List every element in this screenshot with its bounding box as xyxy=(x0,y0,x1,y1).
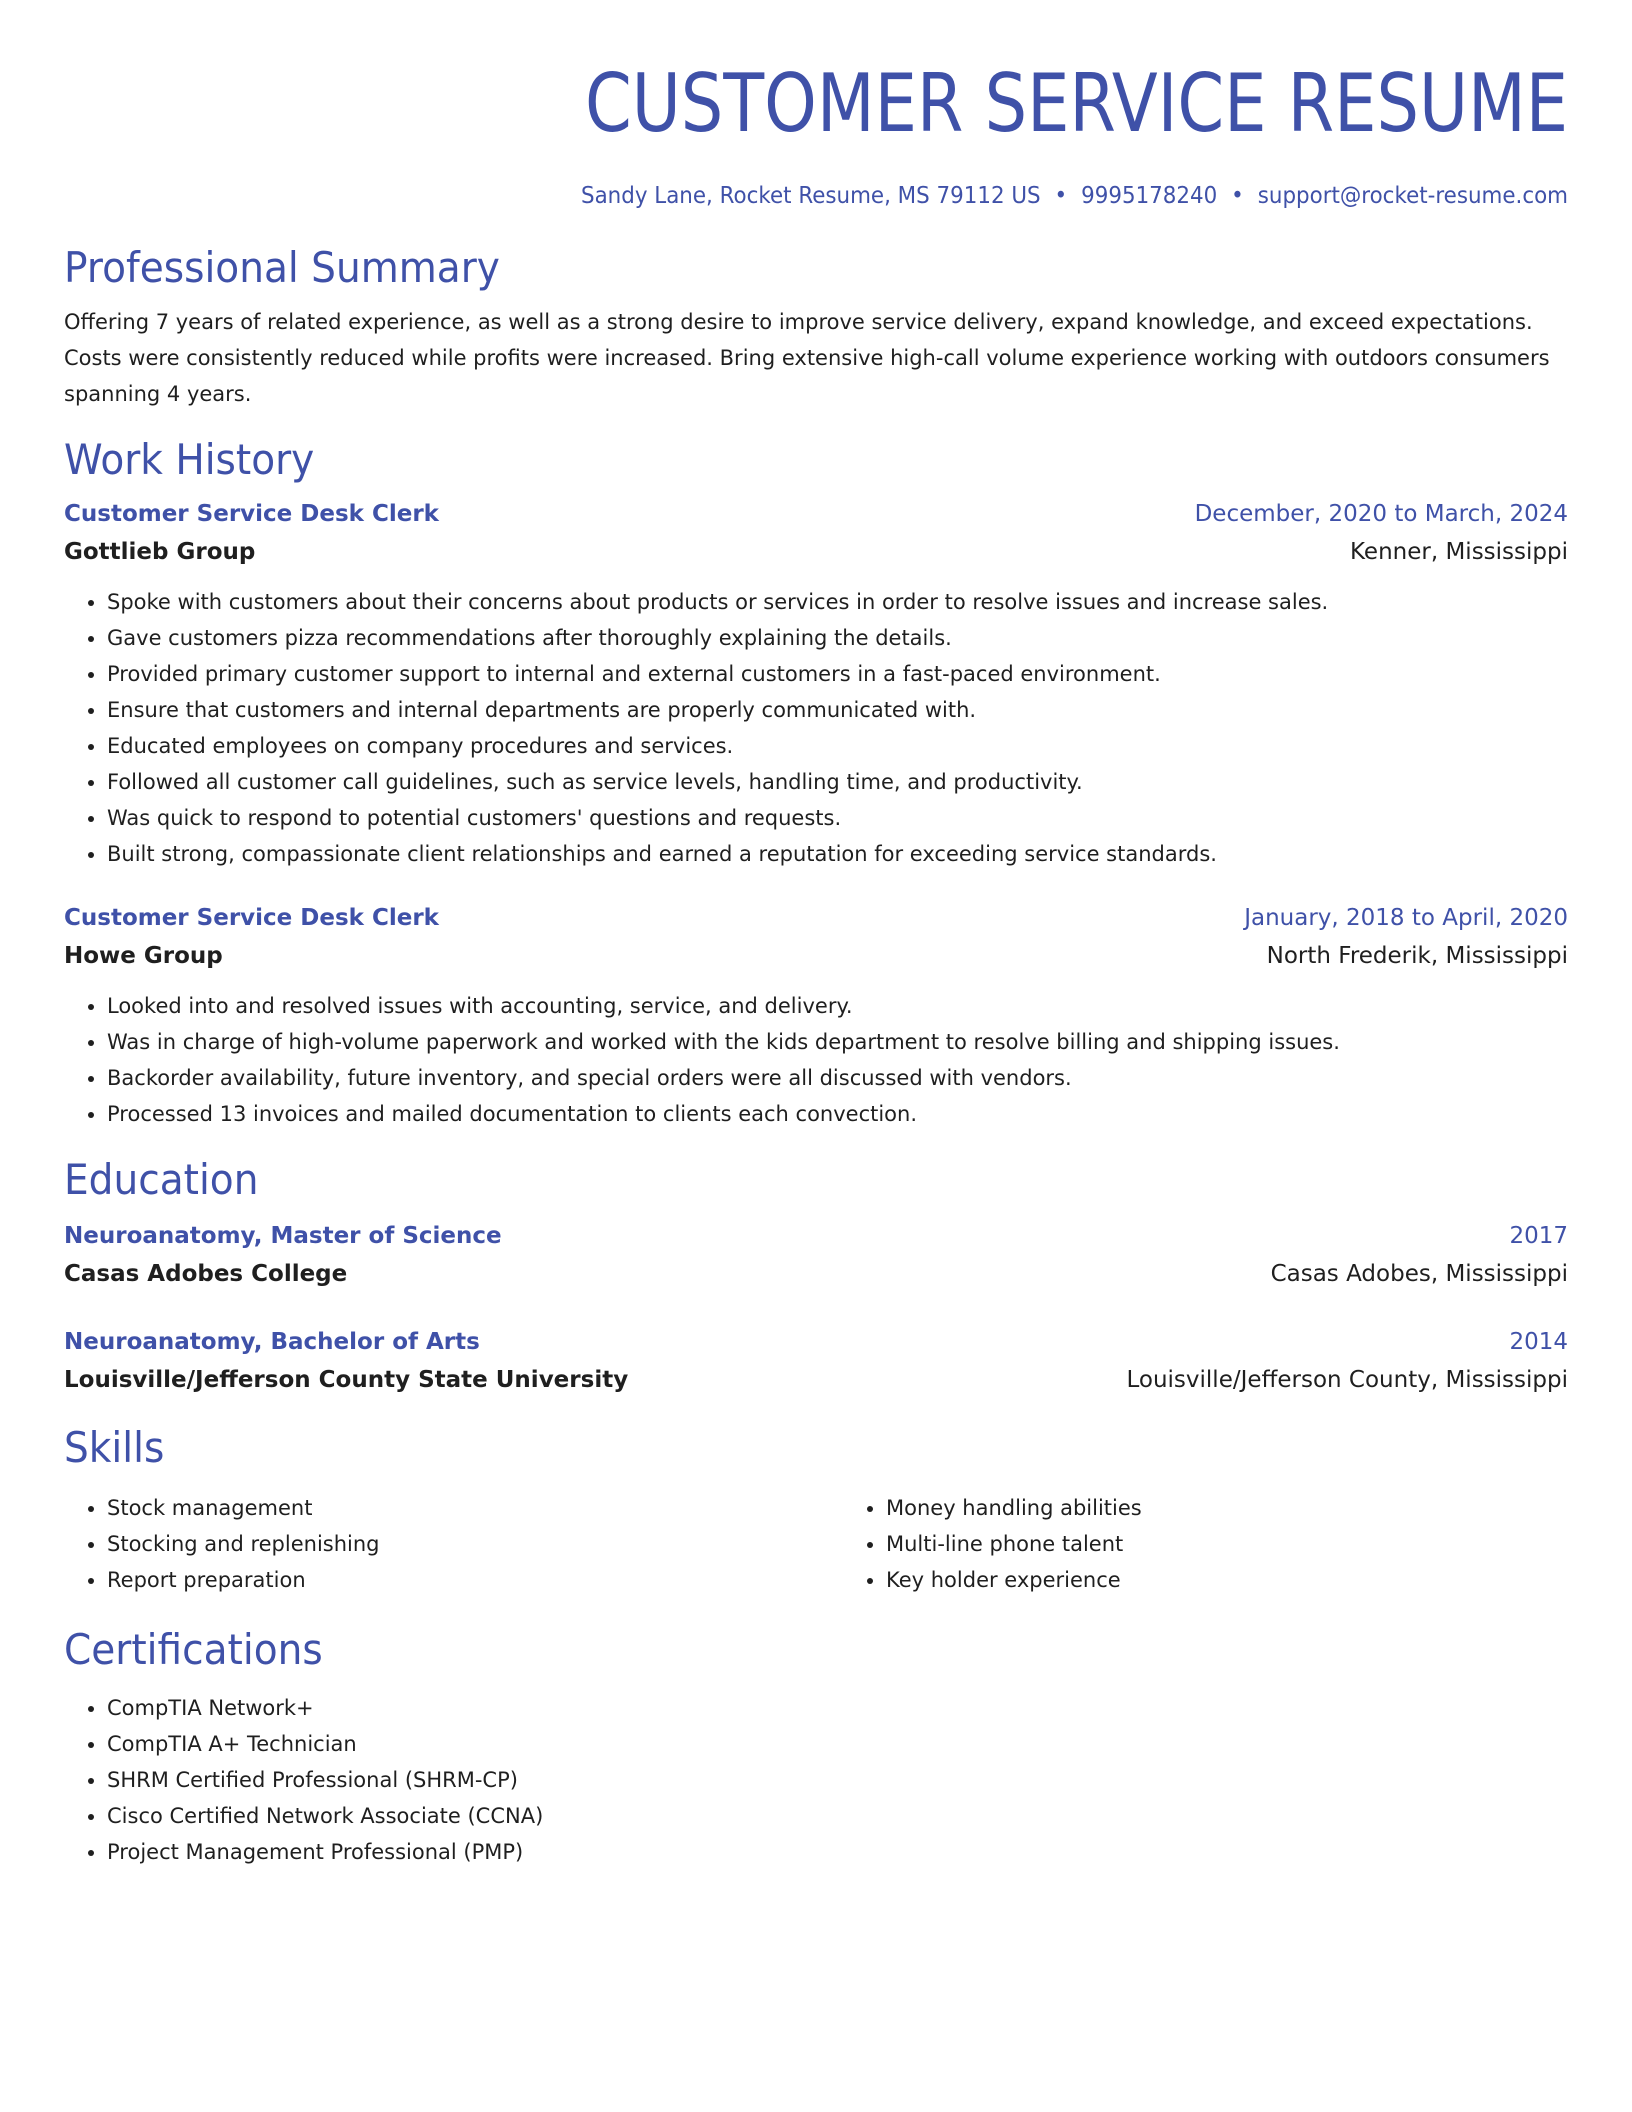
skills-heading: Skills xyxy=(64,1423,165,1472)
education-location: Louisville/Jefferson County, Mississippi xyxy=(1126,1367,1568,1393)
job-title: Customer Service Desk Clerk xyxy=(64,501,439,527)
list-item: • Spoke with customers about their concerns about products or services in order to resolve issues and increase sales. xyxy=(107,584,1568,620)
education-location: Casas Adobes, Mississippi xyxy=(1270,1261,1568,1287)
education-degree: Neuroanatomy, Bachelor of Arts xyxy=(64,1329,480,1355)
list-item: • Provided primary customer support to internal and external customers in a fast-paced environment. xyxy=(107,656,1568,692)
job-entry xyxy=(64,900,1568,1132)
education-year: 2014 xyxy=(1509,1329,1568,1355)
certifications-heading: Certifications xyxy=(64,1625,323,1674)
skills-list-right xyxy=(843,1490,1622,1598)
contact-separator: • xyxy=(1231,183,1244,209)
education-heading: Education xyxy=(64,1155,259,1204)
list-item: • Was quick to respond to potential customers' questions and requests. xyxy=(107,800,1568,836)
list-item: • Built strong, compassionate client relationships and earned a reputation for exceeding service standards. xyxy=(107,836,1568,872)
list-item: • Processed 13 invoices and mailed documentation to clients each convection. xyxy=(107,1096,1568,1132)
summary-text: Offering 7 years of related experience, as well as a strong desire to improve service delivery, expand knowledge, and exceed expectations. Costs were consistently reduced while profits were increased. Bring extensive high-call volume experience working with outdoors consumers spanning 4 years. xyxy=(64,310,1550,406)
list-item: • Followed all customer call guidelines, such as service levels, handling time, and productivity. xyxy=(107,764,1568,800)
list-item: • Was in charge of high-volume paperwork and worked with the kids department to resolve billing and shipping issues. xyxy=(107,1024,1568,1060)
contact-phone: 9995178240 xyxy=(1081,183,1218,209)
contact-line xyxy=(169,180,1568,212)
job-location: North Frederik, Mississippi xyxy=(1266,943,1568,969)
contact-separator: • xyxy=(1054,183,1068,209)
job-duties-list xyxy=(64,988,1568,1132)
job-company: Howe Group xyxy=(64,943,223,969)
list-item: • Multi-line phone talent xyxy=(886,1526,1622,1562)
list-item: • CompTIA Network+ xyxy=(107,1690,1568,1726)
job-location: Kenner, Mississippi xyxy=(1349,539,1568,565)
certifications-list xyxy=(64,1690,1568,1870)
list-item: • Gave customers pizza recommendations after thoroughly explaining the details. xyxy=(107,620,1568,656)
work-history-heading: Work History xyxy=(64,435,315,484)
list-item: • Report preparation xyxy=(107,1562,843,1598)
contact-address: Sandy Lane, Rocket Resume, MS 79112 US xyxy=(580,183,1041,209)
list-item: • Stocking and replenishing xyxy=(107,1526,843,1562)
list-item: • Money handling abilities xyxy=(886,1490,1622,1526)
education-school: Casas Adobes College xyxy=(64,1261,348,1287)
education-degree: Neuroanatomy, Master of Science xyxy=(64,1223,502,1249)
list-item: • Project Management Professional (PMP) xyxy=(107,1834,1568,1870)
list-item: • CompTIA A+ Technician xyxy=(107,1726,1568,1762)
list-item: • Cisco Certified Network Associate (CCNA) xyxy=(107,1798,1568,1834)
contact-email[interactable]: support@rocket-resume.com xyxy=(1257,183,1568,209)
job-company: Gottlieb Group xyxy=(64,539,256,565)
list-item: • Ensure that customers and internal departments are properly communicated with. xyxy=(107,692,1568,728)
education-school: Louisville/Jefferson County State University xyxy=(64,1367,629,1393)
job-title: Customer Service Desk Clerk xyxy=(64,905,439,931)
job-entry xyxy=(64,496,1568,872)
list-item: • Stock management xyxy=(107,1490,843,1526)
job-dates: December, 2020 to March, 2024 xyxy=(1194,501,1568,527)
resume-title: CUSTOMER SERVICE RESUME xyxy=(585,57,1568,150)
education-entry xyxy=(64,1324,1568,1400)
list-item: • Key holder experience xyxy=(886,1562,1622,1598)
summary-heading: Professional Summary xyxy=(64,243,500,292)
skills-columns xyxy=(64,1490,1568,1598)
job-duties-list xyxy=(64,584,1568,872)
job-dates: January, 2018 to April, 2020 xyxy=(1244,905,1568,931)
list-item: • Looked into and resolved issues with accounting, service, and delivery. xyxy=(107,988,1568,1024)
education-year: 2017 xyxy=(1509,1223,1568,1249)
list-item: • SHRM Certified Professional (SHRM-CP) xyxy=(107,1762,1568,1798)
list-item: • Backorder availability, future inventory, and special orders were all discussed with vendors. xyxy=(107,1060,1568,1096)
education-entry xyxy=(64,1218,1568,1294)
skills-list-left xyxy=(64,1490,843,1598)
list-item: • Educated employees on company procedures and services. xyxy=(107,728,1568,764)
